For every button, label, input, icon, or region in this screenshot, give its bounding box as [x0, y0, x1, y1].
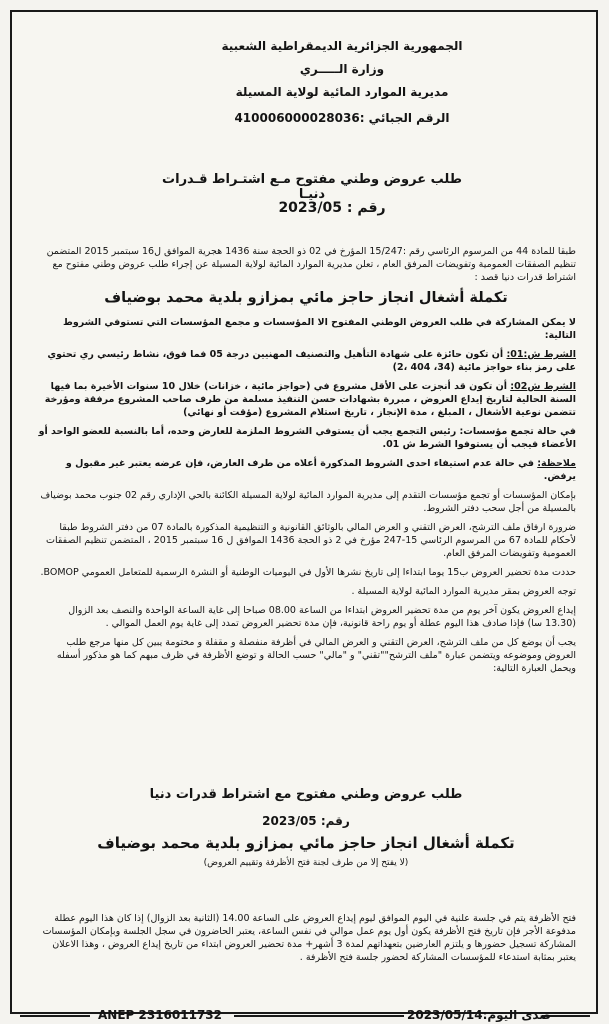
condition-1-label: الشرط ش:01: — [506, 349, 576, 360]
footer-divider-left — [20, 1015, 90, 1017]
footer-divider-middle — [234, 1015, 404, 1017]
documents-paragraph: ضرورة ارفاق ملف الترشح، العرض التقني و العرض المالي بالوثائق القانونية و التنظيمية المذكورة بالمادة 07 من دفتر الشروط طبقا لأحكام للمادة 67 من المرسوم الرئاسي 15-247 مؤرخ في 2 ذو الحجة 1436 الموافق ل 16 سبتمبر 2015 ، المتضمن تنظيم الصفقات العمومية وتفويضات المرفق العام. — [46, 522, 576, 559]
directorate-name: مديرية الموارد المائية لولاية المسيلة — [235, 85, 449, 100]
notice-number: رقم : 2023/05 — [278, 200, 386, 216]
envelope-project: تكملة أشغال انجاز حاجز مائي بمزازو بلدية محمد بوضياف — [97, 834, 515, 852]
condition-2 — [36, 380, 576, 419]
withdrawal-paragraph: بإمكان المؤسسات أو تجمع مؤسسات التقدم إلى مديرية الموارد المائية لولاية المسيلة الكائنة بالحي الإداري رقم 02 جنوب محمد بوضياف بالمسيلة من أجل سحب دفتر الشروط. — [40, 490, 576, 514]
publication-date: صدى اليوم:2023/05/14 — [407, 1008, 551, 1022]
anep-reference: ANEP 2316011732 — [98, 1008, 222, 1022]
notice-body — [36, 245, 576, 681]
consortium-paragraph: في حالة تجمع مؤسسات: رئيس التجمع يجب أن يستوفي الشروط الملزمة للعارض وحده، أما بالنسبة للعضو الواحد أو الأعضاء فيجب أن يستوفوا الشرط ش 01. — [38, 426, 576, 450]
note-text: في حالة عدم استيفاء احدى الشروط المذكورة أعلاه من طرف العارض، فإن عرضه يعتبر غير مقبول و يرفض. — [65, 458, 576, 482]
preparation-period-paragraph: حددت مدة تحضير العروض ب15 يوما ابتداءا إلى تاريخ نشرها الأول في اليوميات الوطنية أو النشرة الرسمية للمتعامل العمومي BOMOP. — [40, 567, 576, 578]
opening-paragraph: فتح الأظرفة يتم في جلسة علنية في اليوم الموافق ليوم إيداع العروض على الساعة 14.00 (الثانية بعد الزوال) إذا كان هذا اليوم عطلة مدفوعة الأجر فإن تاريخ فتح الأظرفة يكون أول يوم عمل موالي في نفس الساعة، يعتبر الحاضرون في سجل الجلسة وبإمكان المؤسسات المشاركة تسجيل حضورها و يلتزم العارضين بتعهداتهم لمدة 3 أشهر+ مدة تحضير العروض ابتداء من تاريخ إيداع العروض ، وهذا الاعلان يعتبر بمثابة استدعاء للمؤسسات المشاركة لحضور جلسة فتح الأظرفة . — [42, 913, 576, 963]
condition-1 — [36, 348, 576, 374]
republic-name: الجمهورية الجزائرية الديمقراطية الشعبية — [221, 39, 463, 53]
eligibility-paragraph: لا يمكن المشاركة في طلب العروض الوطني المفتوح الا المؤسسات و مجمع المؤسسات التي تستوفي الشروط التالية: — [62, 317, 576, 341]
submission-address-paragraph: توجه العروض بمقر مديرية الموارد المائية لولاية المسيلة . — [351, 586, 576, 597]
note-label: ملاحظة: — [537, 458, 576, 469]
condition-2-text: أن تكون قد أنجزت على الأقل مشروع في (حواجز مائية ، خزانات) خلال 10 سنوات الأخيرة بما فيها السنة الحالية لتاريخ إيداع العروض ، مبررة بشهادات حسن التنفيذ مسلمة من طرف صاحب المشروع مرفقة ومؤرخة تتضمن نوعية الأشغال ، المبلغ ، مدة الإنجاز ، تاريخ استلام المشروع (مؤقت أو نهائي) — [44, 381, 576, 418]
envelopes-paragraph: يجب أن يوضع كل من ملف الترشح، العرض التقني و العرض المالي في أظرفة منفصلة و مقفلة و مختومة يبين كل منها مرجع طلب العروض وموضوعه ويتضمن عبارة "ملف الترشح""تقني" و "مالي" حسب الحالة و توضع الأظرفة في ظرف مبهم كما هو مذكور أسفله ويحمل العبارة التالية: — [56, 637, 576, 674]
envelope-note: (لا يفتح إلا من طرف لجنة فتح الأظرفة وتقييم العروض) — [203, 858, 409, 868]
issuer-header — [212, 40, 472, 125]
project-title: تكملة أشغال انجاز حاجز مائي بمزازو بلدية محمد بوضياف — [104, 290, 508, 306]
newspaper-notice — [10, 10, 598, 1022]
note-paragraph — [36, 457, 576, 483]
ministry-name: وزارة الـــــري — [299, 62, 385, 77]
notice-title: طلب عروض وطني مفتوح مـع اشتـراط قـدرات دنيـا — [162, 172, 462, 202]
envelope-title: طلب عروض وطني مفتوح مع اشتراط قدرات دنيا — [149, 787, 463, 802]
deposit-time-paragraph: إيداع العروض يكون آخر يوم من مدة تحضير العروض ابتداءا من الساعة 08.00 صباحا إلى غاية الساعة الواحدة والنصف بعد الزوال (13.30 سا) فإذا صادف هذا اليوم عطلة أو يوم راحة قانونية، فإن مدة تحضير العروض تمدد إلى غاية يوم العمل الموالي . — [68, 605, 576, 629]
envelope-label-block — [36, 787, 576, 868]
condition-1-text: أن تكون حائزة على شهادة التأهيل والتصنيف المهنيين درجة 05 فما فوق، نشاط رئيسي ري تحتوي على رمز بناء حواجز مائية (34، 404 ،2) — [47, 349, 576, 373]
opening-session-block — [36, 912, 576, 970]
tax-id: الرقم الجبائي :410006000028036 — [234, 110, 450, 125]
condition-2-label: الشرط ش02: — [510, 381, 576, 392]
envelope-number: رقم: 2023/05 — [262, 814, 350, 828]
intro-paragraph: طبقا للمادة 44 من المرسوم الرئاسي رقم :15/247 المؤرخ في 02 ذو الحجة سنة 1436 هجرية الموافق ل16 سبتمبر 2015 المتضمن تنظيم الصفقات العمومية وتفويضات المرفق العام ، تعلن مديرية الموارد المائية لولاية المسيلة عن إجراء طلب عروض وطني مفتوح مع اشتراط قدرات دنيا قصد : — [46, 246, 576, 283]
